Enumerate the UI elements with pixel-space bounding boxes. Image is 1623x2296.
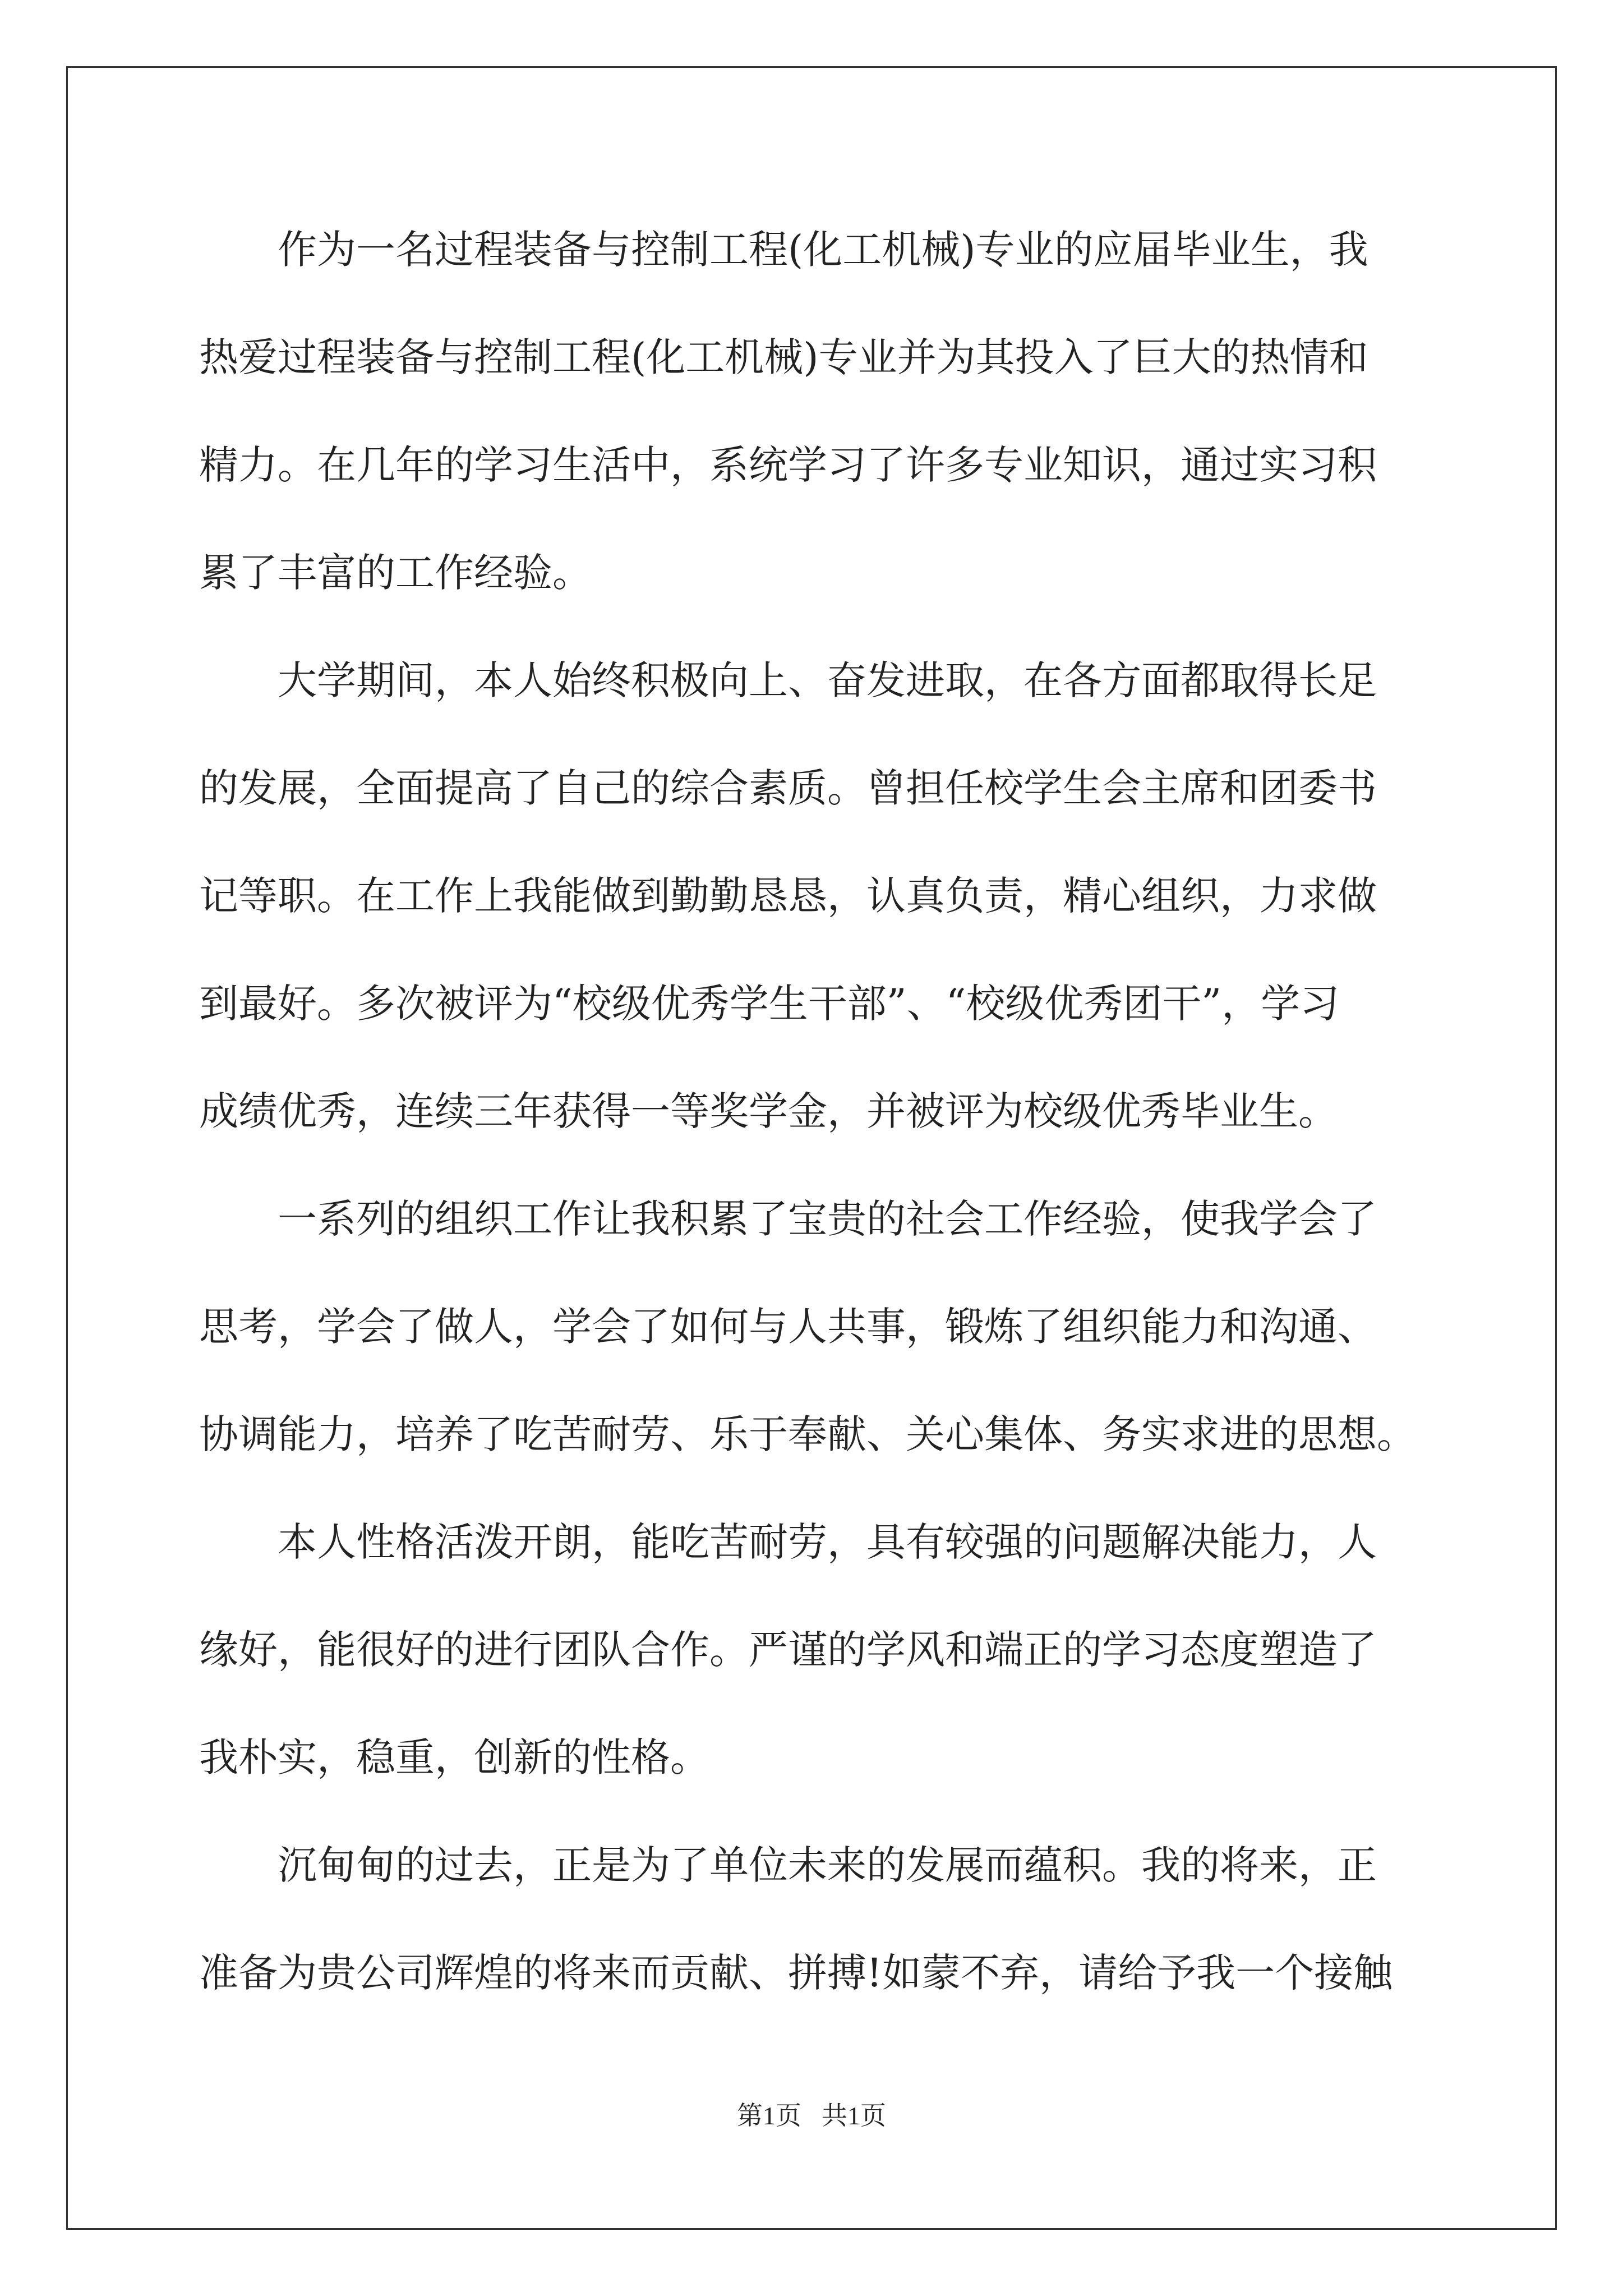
text-line: 思考，学会了做人，学会了如何与人共事，锻炼了组织能力和沟通、 [199, 1304, 1377, 1350]
page-footer [0, 2095, 1623, 2132]
text-line: 作为一名过程装备与控制工程(化工机械)专业的应届毕业生，我 [199, 227, 1368, 273]
text-line: 精力。在几年的学习生活中，系统学习了许多专业知识，通过实习积 [199, 442, 1377, 488]
text-line: 缘好，能很好的进行团队合作。严谨的学风和端正的学习态度塑造了 [199, 1627, 1377, 1673]
text-line: 本人性格活泼开朗，能吃苦耐劳，具有较强的问题解决能力，人 [199, 1519, 1377, 1565]
page-number: 第1页 [737, 2101, 801, 2130]
text-line: 记等职。在工作上我能做到勤勤恳恳，认真负责，精心组织，力求做 [199, 873, 1377, 919]
text-line: 大学期间，本人始终积极向上、奋发进取，在各方面都取得长足 [199, 657, 1377, 703]
text-line: 的发展，全面提高了自己的综合素质。曾担任校学生会主席和团委书 [199, 765, 1377, 811]
page-total: 共1页 [822, 2101, 886, 2130]
text-line: 到最好。多次被评为“校级优秀学生干部”、“校级优秀团干”，学习 [199, 981, 1340, 1027]
document-body [199, 216, 1422, 2047]
text-line: 我朴实，稳重，创新的性格。 [199, 1734, 709, 1780]
text-line: 准备为贵公司辉煌的将来而贡献、拼搏!如蒙不弃，请给予我一个接触 [199, 1950, 1393, 1996]
text-line: 沉甸甸的过去，正是为了单位未来的发展而蕴积。我的将来，正 [199, 1842, 1377, 1888]
text-line: 一系列的组织工作让我积累了宝贵的社会工作经验，使我学会了 [199, 1196, 1377, 1242]
text-line: 协调能力，培养了吃苦耐劳、乐于奉献、关心集体、务实求进的思想。 [199, 1411, 1416, 1457]
text-line: 累了丰富的工作经验。 [199, 550, 592, 596]
text-line: 热爱过程装备与控制工程(化工机械)专业并为其投入了巨大的热情和 [199, 334, 1368, 380]
text-line: 成绩优秀，连续三年获得一等奖学金，并被评为校级优秀毕业生。 [199, 1088, 1338, 1134]
